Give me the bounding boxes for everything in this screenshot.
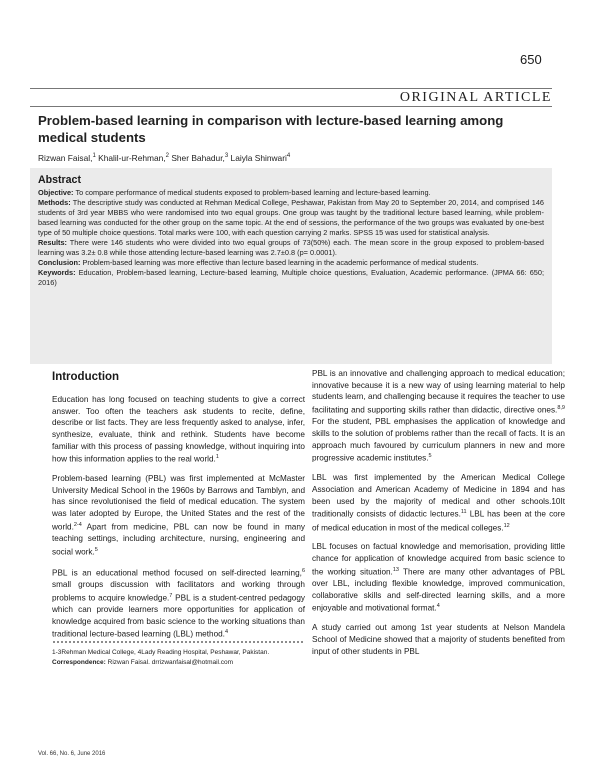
body-paragraph: LBL focuses on factual knowledge and memorisation, providing little chance for application of knowledge acquired from basic science to the working situation.$^{13}$ There are many other advantages of PBL over LBL, including flexible knowledge, improved communication, collaborative skills and self-directed learning skills, and a more enjoyable and motivational format.$^4$ (312, 542, 565, 614)
intro-paragraph: Education has long focused on teaching students to give a correct answer. Too often the teachers ask students to recite, define, describe or list facts. They are less frequently asked to analyse, infer, synthesize, evaluate, think and rethink. Students have become familiar with this process of passing knowledge, without inquiring into how this information applies to the real world.$^1$ (52, 395, 305, 465)
intro-paragraph: Problem-based learning (PBL) was first implemented at McMaster University Medical School in the 1960s by Barrows and Tamblyn, and has since revolutionised the field of medical education. The system was later adopted by Europe, the United States and the rest of the world.$^{2-4}$ Apart from medicine, PBL can now be found in many teaching settings, including architecture, nursing, engineering and social work.$^5$ (52, 474, 305, 557)
header-rule-lower (30, 106, 552, 107)
author-affiliation-mark: 4 (286, 153, 291, 160)
introduction-heading: Introduction (52, 371, 120, 383)
left-column (52, 394, 305, 648)
author-name: Khalil-ur-Rehman, (98, 153, 166, 163)
abstract-keywords: Keywords: Education, Problem-based learning, Lecture-based learning, Multiple choice questions, Evaluation, Academic performance. (JPMA 66: 650; 2016) (38, 267, 544, 287)
author-affiliation-mark: 3 (224, 153, 229, 160)
right-column (312, 368, 565, 665)
author-name: Rizwan Faisal, (38, 153, 93, 163)
abstract-results: Results: There were 146 students who were divided into two equal groups of 73(50%) each. The mean score in the group exposed to problem-based learning was 3.2± 0.8 while those attending lecture-based learning was 2.7±0.8 (p= 0.0001). (38, 237, 544, 257)
article-type: ORIGINAL ARTICLE (399, 90, 552, 105)
body-paragraph: PBL is an innovative and challenging approach to medical education; innovative because it is a new way of using learning material to help students learn, and challenging because it requires the teacher to use facilitating and supporting skills rather than didactic, directive ones.$^{8,9}$ For the student, PBL emphasises the application of knowledge and skills to the solution of problems rather than the recall of facts. It is an approach much favoured by curriculum planners in new and more progressive academic institutes.$^5$ (312, 369, 565, 464)
author-affiliation-mark: 2 (165, 153, 169, 160)
article-title: Problem-based learning in comparison with lecture-based learning among medical students (38, 113, 504, 145)
header-rule (30, 88, 552, 89)
body-paragraph: A study carried out among 1st year students at Nelson Mandela School of Medicine showed that a majority of students benefited from input of other students in PBL (312, 623, 565, 656)
abstract-body (38, 188, 544, 288)
affiliations-note: 1-3Rehman Medical College, 4Lady Reading Hospital, Peshawar, Pakistan. (52, 649, 270, 656)
author-name: Laiyla Shinwari (230, 153, 287, 163)
correspondence-note: Correspondence: Rizwan Faisal. drrizwanfaisal@hotmail.com (52, 659, 234, 666)
abstract-heading: Abstract (38, 174, 81, 186)
abstract-objective: Objective: To compare performance of medical students exposed to problem-based learning and lecture-based learning. (38, 188, 431, 197)
journal-footer: Vol. 66, No. 6, June 2016 (38, 751, 106, 757)
page-number: 650 (520, 52, 542, 67)
author-list (38, 153, 290, 163)
intro-paragraph: PBL is an educational method focused on self-directed learning,$^6$ small groups discussion with facilitators and working through problems to acquire knowledge.$^7$ PBL is a student-centred pedagogy which can provide learners more opportunities for application of knowledge acquired from basic science to the working situations than traditional lecture-based learning (LBL) method.$^4$ (52, 567, 305, 640)
footnotes (52, 648, 305, 668)
abstract-conclusion: Conclusion: Problem-based learning was more effective than lecture based learning in the academic performance of medical students. (38, 257, 479, 267)
body-paragraph: LBL was first implemented by the American Medical College Association and American Academy of Medicine in 1894 and has been used by the majority of medical and other schools.10It traditionally consists of didactic lectures.$^{11}$ LBL has been at the core of medical education in most of the medical colleges.$^{12}$ (312, 473, 566, 533)
author-name: Sher Bahadur, (171, 153, 225, 163)
author-affiliation-mark: 1 (92, 153, 96, 160)
abstract-methods: Methods: The descriptive study was conducted at Rehman Medical College, Peshawar, Pakistan from May 20 to September 20, 2014, and comprised 146 students of 3rd year MBBS who were randomised into two equal groups. One group was taught by the traditional lecture based learning, while problem-based learning was conducted for the other group on the same topic. At the end of sessions, the performance of the two groups was evaluated by one-best type of 50 multiple choice questions. Total marks were 100, with each question carrying 2 marks. SPSS 15 was used for statistical analysis. (38, 198, 544, 237)
footnote-divider (52, 641, 305, 643)
